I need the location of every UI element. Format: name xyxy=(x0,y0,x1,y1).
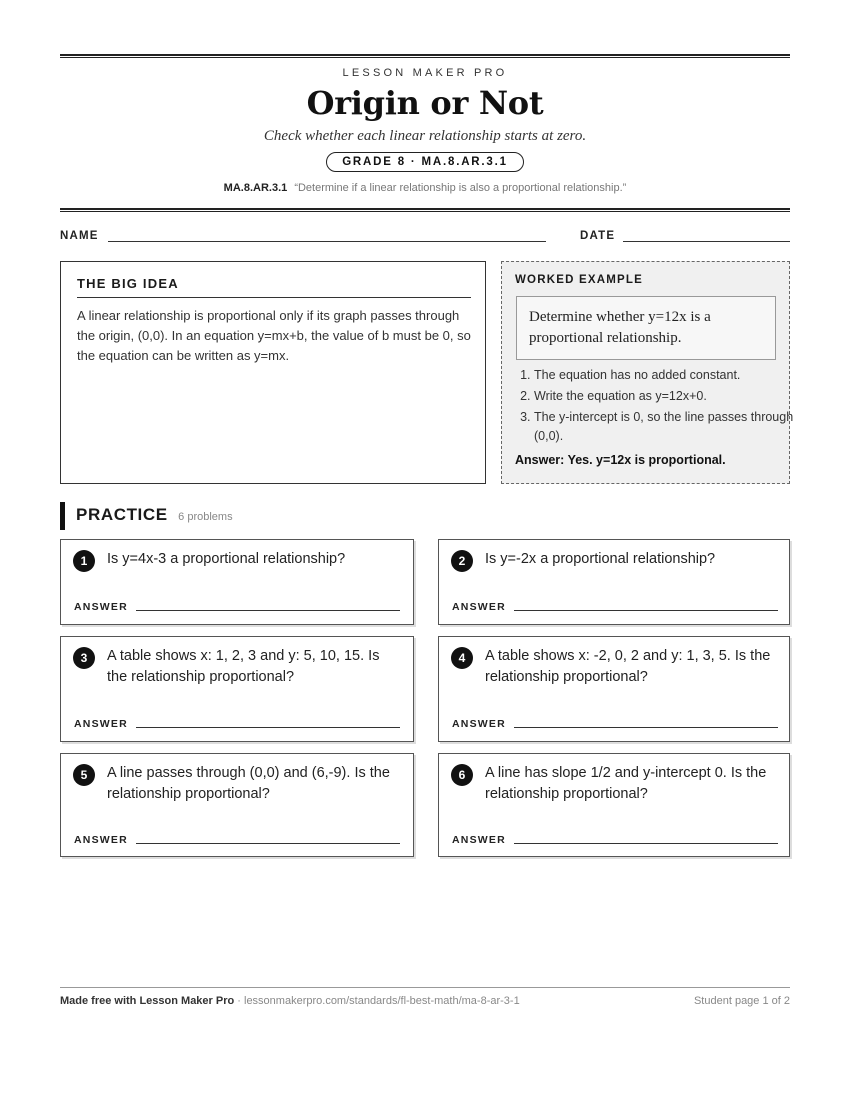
footer-url-link[interactable]: lessonmakerpro.com/standards/fl-best-math/ma-8-ar-3-1 xyxy=(244,995,520,1007)
grade-standard-badge: GRADE 8 · MA.8.AR.3.1 xyxy=(326,152,524,172)
answer-label: ANSWER xyxy=(74,834,128,846)
page-subtitle: Check whether each linear relationship starts at zero. xyxy=(263,128,587,144)
answer-field-2[interactable] xyxy=(514,610,778,611)
problem-card-6 xyxy=(438,753,790,857)
answer-label: ANSWER xyxy=(452,601,506,613)
page-title: Origin or Not xyxy=(306,84,544,122)
date-label: DATE xyxy=(580,230,616,242)
answer-label: ANSWER xyxy=(452,718,506,730)
header-top-rule xyxy=(60,54,790,58)
problem-number: 5 xyxy=(73,764,95,786)
problem-question: A table shows x: -2, 0, 2 and y: 1, 3, 5. Is the relationship proportional? xyxy=(485,648,771,685)
answer-field-5[interactable] xyxy=(136,843,400,844)
worked-example-box xyxy=(501,261,794,484)
problem-number: 6 xyxy=(451,764,473,786)
footer-rule xyxy=(60,987,790,988)
problem-number: 4 xyxy=(451,647,473,669)
answer-label: ANSWER xyxy=(74,601,128,613)
footer-page-number: Student page 1 of 2 xyxy=(693,995,790,1007)
grade-pill-wrap xyxy=(60,152,790,172)
standard-description xyxy=(60,182,790,194)
footer-credit xyxy=(60,995,520,1007)
name-date-row xyxy=(60,230,790,244)
problem-question: Is y=4x-3 a proportional relationship? xyxy=(107,551,346,567)
problem-question: A line has slope 1/2 and y-intercept 0. Is the relationship proportional? xyxy=(485,765,767,802)
answer-label: ANSWER xyxy=(452,834,506,846)
worked-example-step: 2. Write the equation as y=12x+0. xyxy=(534,387,796,406)
answer-field-3[interactable] xyxy=(136,727,400,728)
big-idea-box xyxy=(60,261,486,484)
footer-made-with: Made free with Lesson Maker Pro xyxy=(60,995,235,1007)
brand-name: LESSON MAKER PRO xyxy=(342,67,508,79)
problem-card-4 xyxy=(438,636,790,742)
footer-separator: · xyxy=(234,995,244,1007)
problem-card-2 xyxy=(438,539,790,625)
big-idea-body: A linear relationship is proportional only if its graph passes through the origin, (0,0). In an equation y=mx+b, the value of b must be 0, so the equation can be written as y=mx. xyxy=(77,308,471,363)
problem-card-5 xyxy=(60,753,414,857)
problem-number: 1 xyxy=(73,550,95,572)
answer-label: ANSWER xyxy=(74,718,128,730)
practice-label: PRACTICE xyxy=(76,505,168,524)
practice-count: 6 problems xyxy=(178,511,233,523)
standard-code: MA.8.AR.3.1 xyxy=(223,182,288,194)
name-label: NAME xyxy=(60,230,99,242)
answer-field-6[interactable] xyxy=(514,843,778,844)
problem-card-1 xyxy=(60,539,414,625)
problem-question: A line passes through (0,0) and (6,-9). Is the relationship proportional? xyxy=(107,765,390,802)
worked-example-prompt: Determine whether y=12x is a proportional relationship. xyxy=(516,296,776,360)
worked-example-steps xyxy=(516,366,796,448)
problem-number: 2 xyxy=(451,550,473,572)
worked-example-step: 3. The y-intercept is 0, so the line passes through (0,0). xyxy=(534,408,796,446)
problem-question: A table shows x: 1, 2, 3 and y: 5, 10, 15. Is the relationship proportional? xyxy=(107,648,380,685)
practice-heading xyxy=(60,502,233,530)
problem-question: Is y=-2x a proportional relationship? xyxy=(485,551,716,567)
problem-card-3 xyxy=(60,636,414,742)
worked-example-heading: WORKED EXAMPLE xyxy=(515,274,643,286)
header-bottom-rule xyxy=(60,208,790,212)
worksheet-page xyxy=(60,0,794,1100)
problem-number: 3 xyxy=(73,647,95,669)
name-field[interactable] xyxy=(108,241,546,242)
standard-text: “Determine if a linear relationship is also a proportional relationship.” xyxy=(294,182,627,194)
worked-example-step: 1. The equation has no added constant. xyxy=(534,366,796,385)
answer-field-1[interactable] xyxy=(136,610,400,611)
worked-example-answer: Answer: Yes. y=12x is proportional. xyxy=(515,453,726,467)
date-field[interactable] xyxy=(623,241,790,242)
answer-field-4[interactable] xyxy=(514,727,778,728)
big-idea-heading: THE BIG IDEA xyxy=(77,276,471,298)
